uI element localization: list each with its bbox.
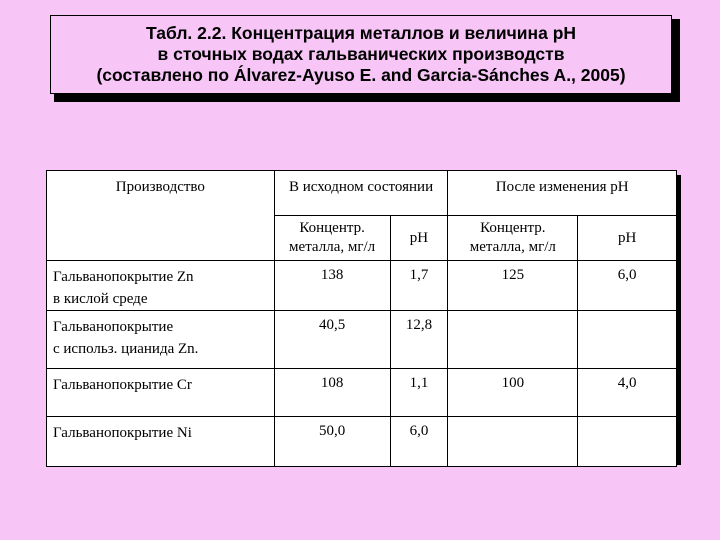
row-name-line1: Гальванопокрытие <box>53 319 174 335</box>
header-ph-after: рН <box>578 216 677 261</box>
table-row <box>47 369 677 417</box>
table-row <box>47 261 677 311</box>
header-ph-initial: рН <box>390 216 448 261</box>
header-conc-line1: Концентр. <box>299 220 365 236</box>
row-production-name <box>47 311 275 369</box>
title-box <box>50 15 672 94</box>
cell-concentration-after <box>448 417 578 467</box>
header-conc-line2: металла, мг/л <box>289 239 376 255</box>
data-table <box>46 170 677 467</box>
row-production-name <box>47 369 275 417</box>
table-row <box>47 311 677 369</box>
table-row <box>47 417 677 467</box>
row-name-line2: с использ. цианида Zn. <box>53 341 199 357</box>
cell-concentration-initial: 50,0 <box>274 417 390 467</box>
cell-concentration-initial: 40,5 <box>274 311 390 369</box>
row-name-line1: Гальванопокрытие Zn <box>53 269 194 285</box>
cell-ph-after <box>578 311 677 369</box>
cell-ph-initial: 1,1 <box>390 369 448 417</box>
cell-concentration-after: 100 <box>448 369 578 417</box>
title-line-1: Табл. 2.2. Концентрация металлов и величина рН <box>145 23 577 43</box>
header-conc-line1: Концентр. <box>480 220 546 236</box>
cell-concentration-initial: 138 <box>274 261 390 311</box>
cell-concentration-after <box>448 311 578 369</box>
cell-concentration-after: 125 <box>448 261 578 311</box>
row-production-name <box>47 417 275 467</box>
header-production: Производство <box>47 171 275 261</box>
header-concentration-after <box>448 216 578 261</box>
header-concentration-initial <box>274 216 390 261</box>
header-initial-state: В исходном состоянии <box>274 171 448 216</box>
cell-ph-initial: 1,7 <box>390 261 448 311</box>
cell-ph-initial: 12,8 <box>390 311 448 369</box>
cell-ph-after <box>578 417 677 467</box>
row-name-line2: в кислой среде <box>53 291 148 307</box>
row-production-name <box>47 261 275 311</box>
row-name-line1: Гальванопокрытие Cr <box>53 377 192 393</box>
cell-concentration-initial: 108 <box>274 369 390 417</box>
title-line-2: в сточных водах гальванических производств <box>157 44 565 64</box>
cell-ph-initial: 6,0 <box>390 417 448 467</box>
header-row-1 <box>47 171 677 216</box>
cell-ph-after: 6,0 <box>578 261 677 311</box>
header-conc-line2: металла, мг/л <box>469 239 556 255</box>
title-line-3: (составлено по Álvarez-Ayuso E. and Garcia-Sánches A., 2005) <box>96 65 626 85</box>
row-name-line1: Гальванопокрытие Ni <box>53 425 192 441</box>
cell-ph-after: 4,0 <box>578 369 677 417</box>
header-after-ph-change: После изменения рН <box>448 171 677 216</box>
